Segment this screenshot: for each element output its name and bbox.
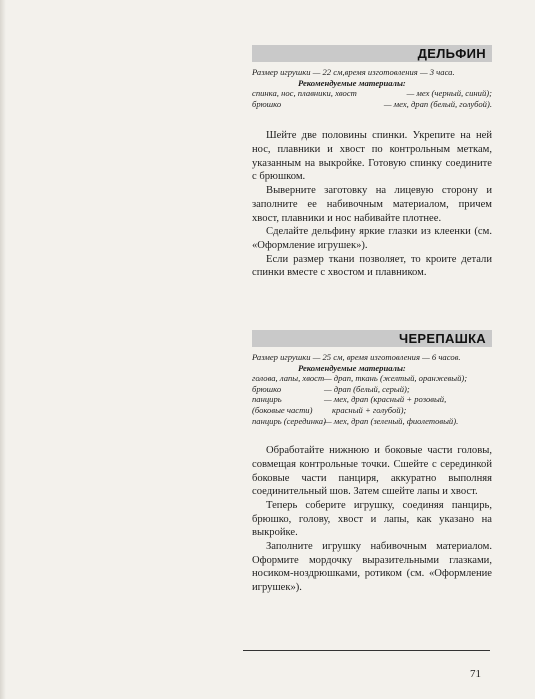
material-row: брюшко — драп (белый, серый); — [252, 383, 410, 394]
material-row: спинка, нос, плавники, хвост — мех (черный, синий); — [252, 88, 492, 99]
material-row: брюшко — мех, драп (белый, голубой). — [252, 98, 492, 109]
section-title: ДЕЛЬФИН — [417, 46, 486, 61]
page-number: 71 — [470, 668, 481, 680]
specifications — [252, 67, 492, 109]
specifications — [252, 352, 492, 426]
paragraph: Выверните заготовку на лицевую сторону и заполните ее набивочным материалом, причем хвост, плавники и нос набивайте плотнее. — [252, 185, 492, 224]
paragraph: Теперь соберите игрушку, соединяя панцирь, брюшко, голову, хвост и лапы, как указано на выкройке. — [252, 499, 492, 539]
material-row: (боковые части) красный + голубой); — [252, 404, 407, 415]
materials-heading: Рекомендуемые материалы: — [298, 77, 406, 88]
size-line: Размер игрушки — 22 см,время изготовления — 3 часа. — [252, 67, 455, 77]
section-title-bar — [252, 330, 492, 347]
instructions — [252, 444, 492, 595]
paragraph: Если размер ткани позволяет, то кроите детали спинки вместе с хвостом и плавником. — [252, 253, 492, 279]
material-row: панцирь (серединка) — мех, драп (зеленый, фиолетовый). — [252, 415, 459, 426]
page-edge-shadow — [0, 0, 6, 699]
paragraph: Заполните игрушку набивочным материалом. Оформите мордочку выразительными глазками, носиком-ноздрюшками, ротиком (см. «Оформление игрушек»). — [252, 541, 492, 594]
material-row: панцирь — мех, драп (красный + розовый, — [252, 394, 447, 405]
size-line: Размер игрушки — 25 см, время изготовления — 6 часов. — [252, 352, 461, 362]
paragraph: Обработайте нижнюю и боковые части головы, совмещая контрольные точки. Сшейте с серединкой боковые части панциря, аккуратно выполняя соединительный шов. Затем сшейте лапы и хвост. — [252, 445, 492, 498]
materials-heading: Рекомендуемые материалы: — [298, 362, 406, 373]
material-row: голова, лапы, хвост — драп, ткань (желтый, оранжевый); — [252, 373, 468, 384]
instructions — [252, 129, 492, 280]
paragraph: Сделайте дельфину яркие глазки из клеенки (см. «Оформление игрушек»). — [252, 226, 492, 251]
section-turtle — [252, 330, 492, 595]
section-dolphin — [252, 45, 492, 280]
section-title-bar — [252, 45, 492, 62]
footer-rule — [243, 650, 490, 651]
section-title: ЧЕРЕПАШКА — [399, 331, 486, 346]
paragraph: Шейте две половины спинки. Укрепите на ней нос, плавники и хвост по контрольным меткам, указанным на выкройке. Готовую спинку соедините с брюшком. — [252, 130, 492, 183]
